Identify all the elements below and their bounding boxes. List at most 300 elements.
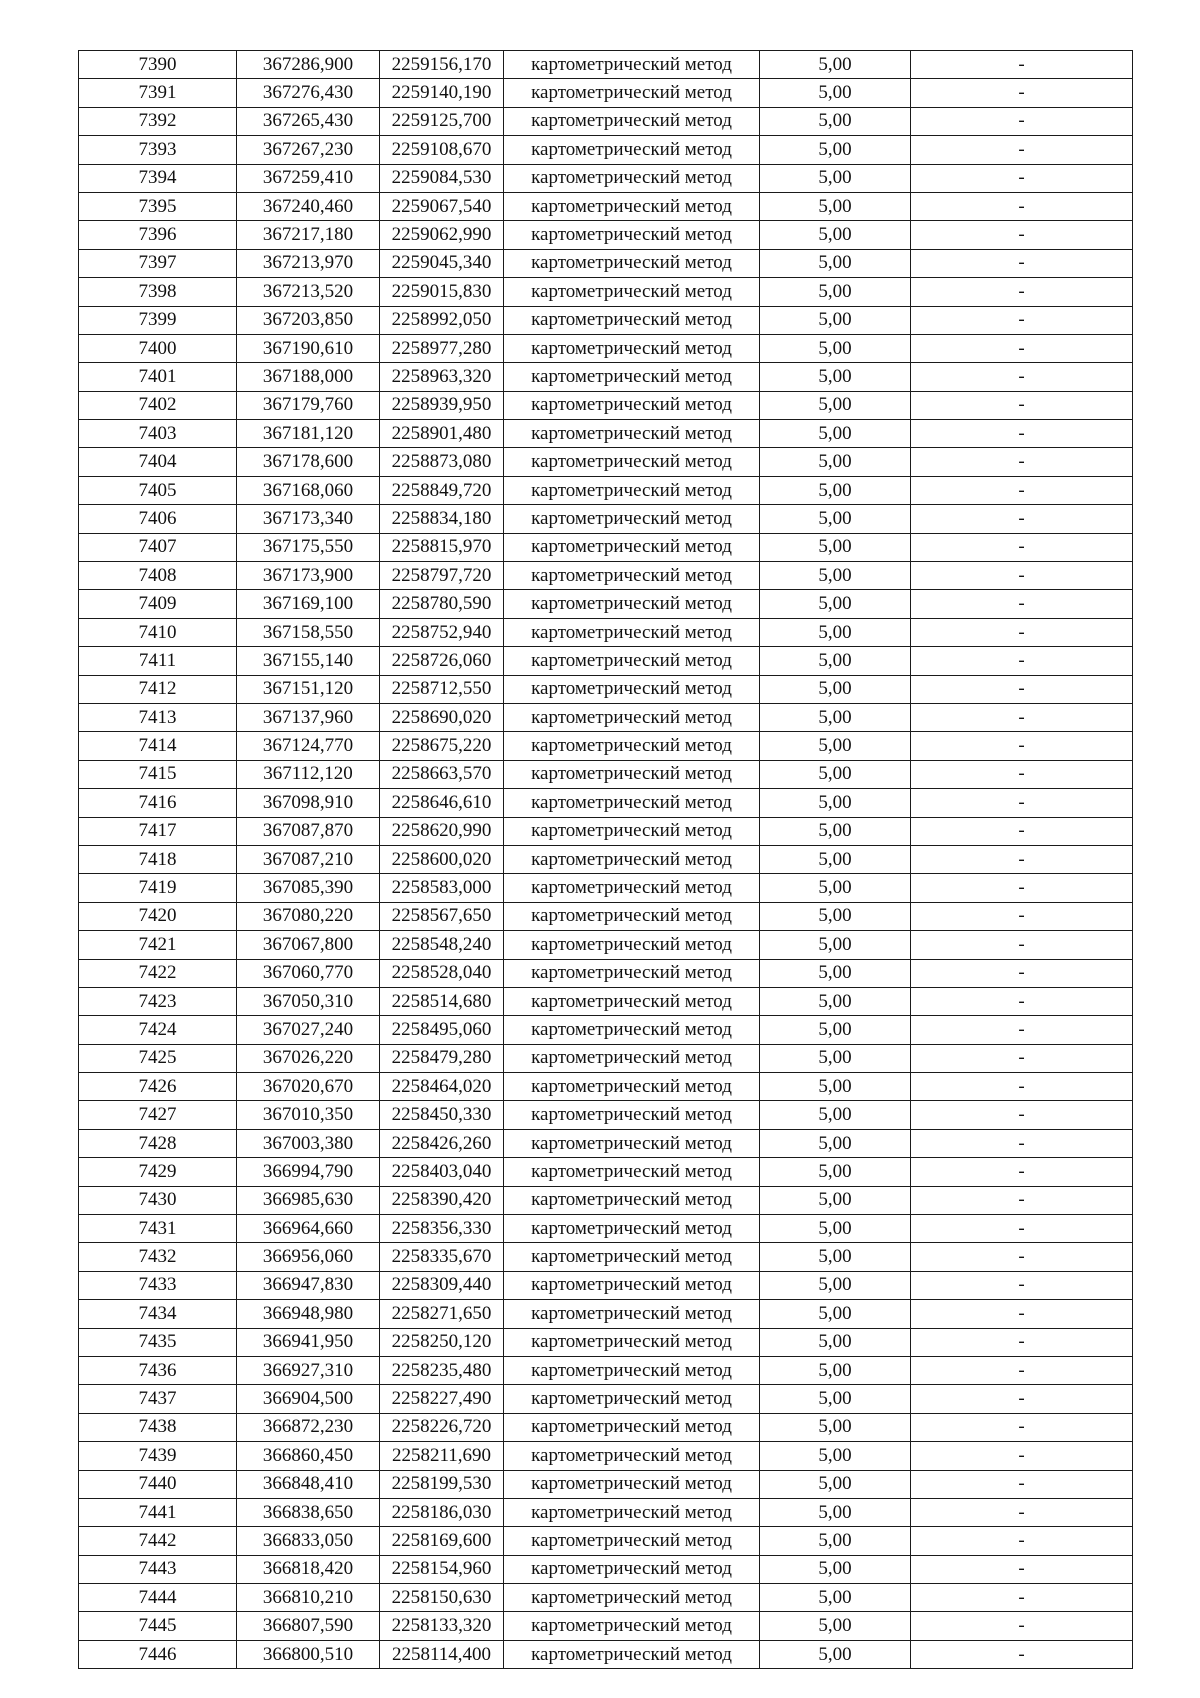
accuracy-cell: 5,00 — [760, 675, 911, 703]
table-row — [79, 1356, 1133, 1384]
accuracy-cell: 5,00 — [760, 1271, 911, 1299]
method-cell: картометрический метод — [504, 334, 760, 362]
y-coordinate-cell: 2258797,720 — [380, 562, 504, 590]
method-cell: картометрический метод — [504, 590, 760, 618]
note-cell: - — [911, 1584, 1133, 1612]
point-number-cell: 7421 — [79, 931, 237, 959]
point-number-cell: 7424 — [79, 1016, 237, 1044]
accuracy-cell: 5,00 — [760, 590, 911, 618]
x-coordinate-cell: 367158,550 — [237, 618, 380, 646]
x-coordinate-cell: 367213,970 — [237, 249, 380, 277]
table-row — [79, 618, 1133, 646]
method-cell: картометрический метод — [504, 1016, 760, 1044]
point-number-cell: 7407 — [79, 533, 237, 561]
method-cell: картометрический метод — [504, 789, 760, 817]
accuracy-cell: 5,00 — [760, 1640, 911, 1668]
y-coordinate-cell: 2258250,120 — [380, 1328, 504, 1356]
x-coordinate-cell: 366985,630 — [237, 1186, 380, 1214]
note-cell: - — [911, 618, 1133, 646]
point-number-cell: 7437 — [79, 1385, 237, 1413]
accuracy-cell: 5,00 — [760, 1527, 911, 1555]
table-row — [79, 249, 1133, 277]
method-cell: картометрический метод — [504, 1271, 760, 1299]
point-number-cell: 7431 — [79, 1215, 237, 1243]
accuracy-cell: 5,00 — [760, 845, 911, 873]
y-coordinate-cell: 2258464,020 — [380, 1073, 504, 1101]
note-cell: - — [911, 278, 1133, 306]
table-row — [79, 1158, 1133, 1186]
note-cell: - — [911, 874, 1133, 902]
point-number-cell: 7398 — [79, 278, 237, 306]
accuracy-cell: 5,00 — [760, 1044, 911, 1072]
y-coordinate-cell: 2258169,600 — [380, 1527, 504, 1555]
method-cell: картометрический метод — [504, 732, 760, 760]
method-cell: картометрический метод — [504, 845, 760, 873]
accuracy-cell: 5,00 — [760, 1186, 911, 1214]
table-row — [79, 1044, 1133, 1072]
document-page — [78, 50, 1132, 1669]
table-row — [79, 987, 1133, 1015]
table-row — [79, 1328, 1133, 1356]
method-cell: картометрический метод — [504, 51, 760, 79]
x-coordinate-cell: 367265,430 — [237, 107, 380, 135]
accuracy-cell: 5,00 — [760, 789, 911, 817]
accuracy-cell: 5,00 — [760, 1413, 911, 1441]
method-cell: картометрический метод — [504, 874, 760, 902]
accuracy-cell: 5,00 — [760, 817, 911, 845]
x-coordinate-cell: 366948,980 — [237, 1300, 380, 1328]
accuracy-cell: 5,00 — [760, 1101, 911, 1129]
accuracy-cell: 5,00 — [760, 1584, 911, 1612]
x-coordinate-cell: 367267,230 — [237, 136, 380, 164]
method-cell: картометрический метод — [504, 703, 760, 731]
accuracy-cell: 5,00 — [760, 1612, 911, 1640]
table-row — [79, 1470, 1133, 1498]
method-cell: картометрический метод — [504, 1129, 760, 1157]
method-cell: картометрический метод — [504, 306, 760, 334]
method-cell: картометрический метод — [504, 1612, 760, 1640]
method-cell: картометрический метод — [504, 902, 760, 930]
x-coordinate-cell: 367175,550 — [237, 533, 380, 561]
point-number-cell: 7401 — [79, 363, 237, 391]
note-cell: - — [911, 533, 1133, 561]
accuracy-cell: 5,00 — [760, 1356, 911, 1384]
x-coordinate-cell: 367203,850 — [237, 306, 380, 334]
y-coordinate-cell: 2258271,650 — [380, 1300, 504, 1328]
note-cell: - — [911, 1044, 1133, 1072]
point-number-cell: 7415 — [79, 760, 237, 788]
x-coordinate-cell: 367151,120 — [237, 675, 380, 703]
note-cell: - — [911, 505, 1133, 533]
note-cell: - — [911, 1243, 1133, 1271]
x-coordinate-cell: 367276,430 — [237, 79, 380, 107]
x-coordinate-cell: 367178,600 — [237, 448, 380, 476]
x-coordinate-cell: 366818,420 — [237, 1555, 380, 1583]
point-number-cell: 7394 — [79, 164, 237, 192]
method-cell: картометрический метод — [504, 79, 760, 107]
point-number-cell: 7390 — [79, 51, 237, 79]
method-cell: картометрический метод — [504, 1555, 760, 1583]
y-coordinate-cell: 2258309,440 — [380, 1271, 504, 1299]
y-coordinate-cell: 2259062,990 — [380, 221, 504, 249]
note-cell: - — [911, 902, 1133, 930]
y-coordinate-cell: 2258450,330 — [380, 1101, 504, 1129]
point-number-cell: 7405 — [79, 476, 237, 504]
note-cell: - — [911, 1470, 1133, 1498]
point-number-cell: 7417 — [79, 817, 237, 845]
y-coordinate-cell: 2258567,650 — [380, 902, 504, 930]
accuracy-cell: 5,00 — [760, 1328, 911, 1356]
y-coordinate-cell: 2258154,960 — [380, 1555, 504, 1583]
method-cell: картометрический метод — [504, 420, 760, 448]
y-coordinate-cell: 2258186,030 — [380, 1498, 504, 1526]
y-coordinate-cell: 2259140,190 — [380, 79, 504, 107]
y-coordinate-cell: 2259084,530 — [380, 164, 504, 192]
y-coordinate-cell: 2258939,950 — [380, 391, 504, 419]
point-number-cell: 7445 — [79, 1612, 237, 1640]
method-cell: картометрический метод — [504, 448, 760, 476]
note-cell: - — [911, 51, 1133, 79]
note-cell: - — [911, 1640, 1133, 1668]
method-cell: картометрический метод — [504, 675, 760, 703]
note-cell: - — [911, 221, 1133, 249]
note-cell: - — [911, 1215, 1133, 1243]
x-coordinate-cell: 367190,610 — [237, 334, 380, 362]
note-cell: - — [911, 987, 1133, 1015]
point-number-cell: 7409 — [79, 590, 237, 618]
point-number-cell: 7395 — [79, 192, 237, 220]
accuracy-cell: 5,00 — [760, 533, 911, 561]
y-coordinate-cell: 2258211,690 — [380, 1442, 504, 1470]
note-cell: - — [911, 79, 1133, 107]
point-number-cell: 7423 — [79, 987, 237, 1015]
x-coordinate-cell: 367173,340 — [237, 505, 380, 533]
note-cell: - — [911, 334, 1133, 362]
x-coordinate-cell: 366956,060 — [237, 1243, 380, 1271]
table-row — [79, 1555, 1133, 1583]
note-cell: - — [911, 1158, 1133, 1186]
y-coordinate-cell: 2259125,700 — [380, 107, 504, 135]
method-cell: картометрический метод — [504, 618, 760, 646]
x-coordinate-cell: 367087,870 — [237, 817, 380, 845]
y-coordinate-cell: 2258227,490 — [380, 1385, 504, 1413]
accuracy-cell: 5,00 — [760, 1215, 911, 1243]
accuracy-cell: 5,00 — [760, 1442, 911, 1470]
table-row — [79, 1584, 1133, 1612]
accuracy-cell: 5,00 — [760, 647, 911, 675]
table-row — [79, 1186, 1133, 1214]
table-row — [79, 1129, 1133, 1157]
y-coordinate-cell: 2258663,570 — [380, 760, 504, 788]
y-coordinate-cell: 2258712,550 — [380, 675, 504, 703]
table-row — [79, 760, 1133, 788]
accuracy-cell: 5,00 — [760, 136, 911, 164]
y-coordinate-cell: 2258514,680 — [380, 987, 504, 1015]
accuracy-cell: 5,00 — [760, 931, 911, 959]
point-number-cell: 7419 — [79, 874, 237, 902]
y-coordinate-cell: 2258390,420 — [380, 1186, 504, 1214]
y-coordinate-cell: 2258901,480 — [380, 420, 504, 448]
accuracy-cell: 5,00 — [760, 1129, 911, 1157]
table-row — [79, 363, 1133, 391]
table-row — [79, 647, 1133, 675]
point-number-cell: 7400 — [79, 334, 237, 362]
method-cell: картометрический метод — [504, 192, 760, 220]
note-cell: - — [911, 703, 1133, 731]
method-cell: картометрический метод — [504, 1584, 760, 1612]
table-row — [79, 1413, 1133, 1441]
table-row — [79, 590, 1133, 618]
method-cell: картометрический метод — [504, 505, 760, 533]
point-number-cell: 7403 — [79, 420, 237, 448]
y-coordinate-cell: 2258335,670 — [380, 1243, 504, 1271]
note-cell: - — [911, 1612, 1133, 1640]
note-cell: - — [911, 1300, 1133, 1328]
y-coordinate-cell: 2258963,320 — [380, 363, 504, 391]
note-cell: - — [911, 1527, 1133, 1555]
y-coordinate-cell: 2259045,340 — [380, 249, 504, 277]
y-coordinate-cell: 2259067,540 — [380, 192, 504, 220]
note-cell: - — [911, 1016, 1133, 1044]
y-coordinate-cell: 2258426,260 — [380, 1129, 504, 1157]
accuracy-cell: 5,00 — [760, 306, 911, 334]
method-cell: картометрический метод — [504, 647, 760, 675]
x-coordinate-cell: 367286,900 — [237, 51, 380, 79]
method-cell: картометрический метод — [504, 391, 760, 419]
table-row — [79, 505, 1133, 533]
table-row — [79, 476, 1133, 504]
note-cell: - — [911, 1356, 1133, 1384]
x-coordinate-cell: 366848,410 — [237, 1470, 380, 1498]
method-cell: картометрический метод — [504, 1470, 760, 1498]
method-cell: картометрический метод — [504, 278, 760, 306]
y-coordinate-cell: 2258199,530 — [380, 1470, 504, 1498]
table-row — [79, 136, 1133, 164]
point-number-cell: 7393 — [79, 136, 237, 164]
point-number-cell: 7402 — [79, 391, 237, 419]
table-row — [79, 533, 1133, 561]
y-coordinate-cell: 2258646,610 — [380, 789, 504, 817]
x-coordinate-cell: 367259,410 — [237, 164, 380, 192]
point-number-cell: 7408 — [79, 562, 237, 590]
note-cell: - — [911, 192, 1133, 220]
note-cell: - — [911, 1271, 1133, 1299]
point-number-cell: 7432 — [79, 1243, 237, 1271]
y-coordinate-cell: 2259015,830 — [380, 278, 504, 306]
accuracy-cell: 5,00 — [760, 278, 911, 306]
method-cell: картометрический метод — [504, 1498, 760, 1526]
y-coordinate-cell: 2258356,330 — [380, 1215, 504, 1243]
point-number-cell: 7391 — [79, 79, 237, 107]
method-cell: картометрический метод — [504, 1300, 760, 1328]
accuracy-cell: 5,00 — [760, 1498, 911, 1526]
table-row — [79, 391, 1133, 419]
method-cell: картометрический метод — [504, 164, 760, 192]
table-row — [79, 1640, 1133, 1668]
accuracy-cell: 5,00 — [760, 1243, 911, 1271]
method-cell: картометрический метод — [504, 107, 760, 135]
x-coordinate-cell: 366838,650 — [237, 1498, 380, 1526]
x-coordinate-cell: 367173,900 — [237, 562, 380, 590]
method-cell: картометрический метод — [504, 1527, 760, 1555]
y-coordinate-cell: 2258479,280 — [380, 1044, 504, 1072]
method-cell: картометрический метод — [504, 562, 760, 590]
note-cell: - — [911, 420, 1133, 448]
accuracy-cell: 5,00 — [760, 1300, 911, 1328]
method-cell: картометрический метод — [504, 249, 760, 277]
point-number-cell: 7427 — [79, 1101, 237, 1129]
method-cell: картометрический метод — [504, 1385, 760, 1413]
note-cell: - — [911, 760, 1133, 788]
table-row — [79, 959, 1133, 987]
x-coordinate-cell: 367020,670 — [237, 1073, 380, 1101]
note-cell: - — [911, 590, 1133, 618]
point-number-cell: 7406 — [79, 505, 237, 533]
accuracy-cell: 5,00 — [760, 987, 911, 1015]
y-coordinate-cell: 2258752,940 — [380, 618, 504, 646]
point-number-cell: 7392 — [79, 107, 237, 135]
note-cell: - — [911, 562, 1133, 590]
point-number-cell: 7440 — [79, 1470, 237, 1498]
point-number-cell: 7438 — [79, 1413, 237, 1441]
x-coordinate-cell: 367137,960 — [237, 703, 380, 731]
accuracy-cell: 5,00 — [760, 562, 911, 590]
y-coordinate-cell: 2258977,280 — [380, 334, 504, 362]
note-cell: - — [911, 1101, 1133, 1129]
method-cell: картометрический метод — [504, 1215, 760, 1243]
y-coordinate-cell: 2258548,240 — [380, 931, 504, 959]
note-cell: - — [911, 391, 1133, 419]
accuracy-cell: 5,00 — [760, 476, 911, 504]
accuracy-cell: 5,00 — [760, 874, 911, 902]
x-coordinate-cell: 367003,380 — [237, 1129, 380, 1157]
point-number-cell: 7420 — [79, 902, 237, 930]
method-cell: картометрический метод — [504, 1442, 760, 1470]
x-coordinate-cell: 367098,910 — [237, 789, 380, 817]
point-number-cell: 7418 — [79, 845, 237, 873]
y-coordinate-cell: 2258235,480 — [380, 1356, 504, 1384]
point-number-cell: 7435 — [79, 1328, 237, 1356]
point-number-cell: 7397 — [79, 249, 237, 277]
note-cell: - — [911, 1413, 1133, 1441]
accuracy-cell: 5,00 — [760, 618, 911, 646]
note-cell: - — [911, 1385, 1133, 1413]
x-coordinate-cell: 367124,770 — [237, 732, 380, 760]
method-cell: картометрический метод — [504, 760, 760, 788]
note-cell: - — [911, 1073, 1133, 1101]
table-row — [79, 1442, 1133, 1470]
table-row — [79, 51, 1133, 79]
accuracy-cell: 5,00 — [760, 334, 911, 362]
note-cell: - — [911, 732, 1133, 760]
method-cell: картометрический метод — [504, 987, 760, 1015]
method-cell: картометрический метод — [504, 476, 760, 504]
table-row — [79, 1612, 1133, 1640]
method-cell: картометрический метод — [504, 931, 760, 959]
accuracy-cell: 5,00 — [760, 1158, 911, 1186]
x-coordinate-cell: 367169,100 — [237, 590, 380, 618]
y-coordinate-cell: 2258620,990 — [380, 817, 504, 845]
note-cell: - — [911, 1442, 1133, 1470]
y-coordinate-cell: 2258690,020 — [380, 703, 504, 731]
table-row — [79, 1498, 1133, 1526]
y-coordinate-cell: 2259156,170 — [380, 51, 504, 79]
point-number-cell: 7433 — [79, 1271, 237, 1299]
method-cell: картометрический метод — [504, 136, 760, 164]
note-cell: - — [911, 845, 1133, 873]
note-cell: - — [911, 249, 1133, 277]
x-coordinate-cell: 366833,050 — [237, 1527, 380, 1555]
table-row — [79, 1300, 1133, 1328]
table-row — [79, 1527, 1133, 1555]
table-row — [79, 107, 1133, 135]
table-row — [79, 221, 1133, 249]
accuracy-cell: 5,00 — [760, 107, 911, 135]
accuracy-cell: 5,00 — [760, 51, 911, 79]
table-row — [79, 1215, 1133, 1243]
table-row — [79, 902, 1133, 930]
table-row — [79, 1073, 1133, 1101]
accuracy-cell: 5,00 — [760, 1470, 911, 1498]
method-cell: картометрический метод — [504, 1101, 760, 1129]
accuracy-cell: 5,00 — [760, 363, 911, 391]
method-cell: картометрический метод — [504, 1073, 760, 1101]
method-cell: картометрический метод — [504, 1356, 760, 1384]
y-coordinate-cell: 2258815,970 — [380, 533, 504, 561]
point-number-cell: 7429 — [79, 1158, 237, 1186]
x-coordinate-cell: 367087,210 — [237, 845, 380, 873]
method-cell: картометрический метод — [504, 1413, 760, 1441]
point-number-cell: 7439 — [79, 1442, 237, 1470]
y-coordinate-cell: 2258849,720 — [380, 476, 504, 504]
point-number-cell: 7412 — [79, 675, 237, 703]
table-row — [79, 703, 1133, 731]
table-row — [79, 278, 1133, 306]
note-cell: - — [911, 959, 1133, 987]
point-number-cell: 7446 — [79, 1640, 237, 1668]
note-cell: - — [911, 675, 1133, 703]
note-cell: - — [911, 931, 1133, 959]
point-number-cell: 7430 — [79, 1186, 237, 1214]
table-row — [79, 732, 1133, 760]
method-cell: картометрический метод — [504, 1328, 760, 1356]
point-number-cell: 7436 — [79, 1356, 237, 1384]
y-coordinate-cell: 2258528,040 — [380, 959, 504, 987]
note-cell: - — [911, 1328, 1133, 1356]
x-coordinate-cell: 367181,120 — [237, 420, 380, 448]
point-number-cell: 7434 — [79, 1300, 237, 1328]
y-coordinate-cell: 2258600,020 — [380, 845, 504, 873]
table-row — [79, 1101, 1133, 1129]
table-row — [79, 562, 1133, 590]
table-row — [79, 192, 1133, 220]
y-coordinate-cell: 2258114,400 — [380, 1640, 504, 1668]
x-coordinate-cell: 366807,590 — [237, 1612, 380, 1640]
x-coordinate-cell: 367050,310 — [237, 987, 380, 1015]
note-cell: - — [911, 647, 1133, 675]
note-cell: - — [911, 1555, 1133, 1583]
table-row — [79, 1271, 1133, 1299]
point-number-cell: 7442 — [79, 1527, 237, 1555]
x-coordinate-cell: 366800,510 — [237, 1640, 380, 1668]
point-number-cell: 7413 — [79, 703, 237, 731]
accuracy-cell: 5,00 — [760, 420, 911, 448]
y-coordinate-cell: 2258133,320 — [380, 1612, 504, 1640]
accuracy-cell: 5,00 — [760, 505, 911, 533]
point-number-cell: 7441 — [79, 1498, 237, 1526]
x-coordinate-cell: 367213,520 — [237, 278, 380, 306]
table-row — [79, 874, 1133, 902]
